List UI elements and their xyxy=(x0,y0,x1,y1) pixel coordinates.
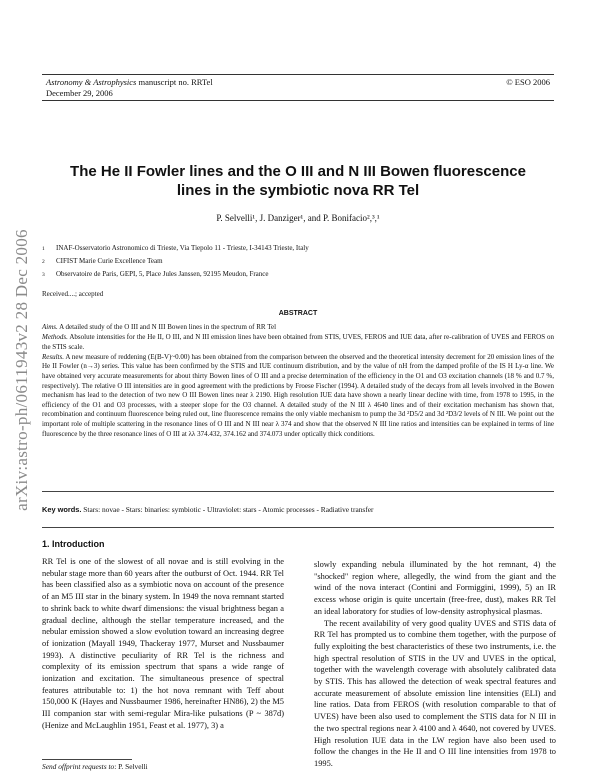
methods-label: Methods. xyxy=(42,333,68,342)
title-line-2: lines in the symbiotic nova RR Tel xyxy=(176,182,420,199)
footnote-rule xyxy=(42,759,132,760)
aims-text: A detailed study of the O III and N III Bowen lines in the spectrum of RR Tel xyxy=(57,323,277,331)
abstract-results xyxy=(42,353,554,439)
journal-name: Astronomy & Astrophysics xyxy=(46,77,137,87)
intro-paragraph-1: RR Tel is one of the slowest of all novae and is still evolving in the nebular stage more than 60 years after the outburst of Oct. 1944. RR Tel has been classified also as a symbiotic nova on account of the presence of an M5 III star in the binary system. In 1949 the nova remnant started to shrink back to white dwarf dimensions: the visual brightness began a gradual decline, although the stellar temperature increased, and the nebular emission showed a slow evolution toward an increasing degree of ionization (Mayall 1949, Thackeray 1977, Murset and Nussbaumer 1993). A distinctive peculiarity of RR Tel is the richness and complexity of its emission spectrum that spans a wide range of ionization and excitation. The simultaneous presence of spectral features attributable to: 1) the hot nova remnant with Teff about 150,000 K (Hayes and Nussbaumer 1986, hereinafter HN86), 2) the M5 III companion star with semi-regular Mira-like pulsations (P ~ 387d) (Henize and McLaughlin 1951, Feast et al. 1977), 3) a xyxy=(42,557,284,730)
divider-bottom xyxy=(42,527,554,528)
keywords-label: Key words. xyxy=(42,505,82,514)
results-label: Results. xyxy=(42,352,64,361)
affiliation-text: CIFIST Marie Curie Excellence Team xyxy=(56,257,163,265)
intro-paragraph-2: The recent availability of very good quality UVES and STIS data of RR Tel has prompted us to combine them together, with the purpose of fully exploiting the best characteristics of these two instruments, i.e. the high spectral resolution of STIS in the UV and UVES in the optical, together with the wavelength coverage with absolutely calibrated data by STIS. This has allowed the detection of weak spectral features and accurate measurement of absolute emission line intensities (ELI) and line ratios. Data from FEROS (with resolution comparable to that of UVES) have been also used to complement the STIS data for N III in the two spectral regions near λ 4100 and λ 4640, not covered by UVES. High resolution IUE data in the LW region have also been used to follow the changes in the He II and O III line intensities from 1978 to 1995. xyxy=(314,618,556,768)
arxiv-identifier: arXiv:astro-ph/0611943v2 28 Dec 2006 xyxy=(12,229,31,511)
arxiv-sidebar xyxy=(2,200,42,540)
affiliation-number: 3 xyxy=(42,272,45,278)
footnote xyxy=(42,762,148,771)
affiliation-item xyxy=(42,255,562,268)
copyright: © ESO 2006 xyxy=(506,77,550,87)
received-line: Received....; accepted xyxy=(42,290,104,298)
manuscript-number: manuscript no. RRTel xyxy=(136,77,213,87)
abstract-body xyxy=(42,323,554,440)
header-date: December 29, 2006 xyxy=(46,88,113,98)
text-column-right xyxy=(314,559,556,770)
affiliations xyxy=(42,242,562,281)
abstract-methods xyxy=(42,333,554,352)
results-text: A new measure of reddening (E(B-V)~0.00) has been obtained from the comparison between the observed and the theoretical intensity decrement for 20 emission lines of the He II Fowler (n→3) series. This value has been confirmed by the STIS and IUE continuum distribution, and by the value of nH from the damped profile of the IS H Ly-α line. We have obtained very accurate measurements for about thirty Bowen lines of O III and a precise determination of the efficiency in the O1 and O3 excitation channels (18 % and 0.7 %, respectively). The relative O III intensities are in good agreement with the predictions by Froese Fischer (1994). A detailed study of the decays from all levels involved in the Bowen mechanism has lead to the detection of two new O III Bowen lines near λ 2190. High resolution IUE data have shown a nearly linear decline with time, from 1978 to 1995, in the efficiency of the O1 and O3 processes, with a steeper slope for the O3 channel. A detailed study of the N III λ 4640 lines and of their excitation mechanism has shown that, recombination and continuum fluorescence being ruled out, line fluorescence remains the only viable mechanism to pump the 3d ²D5/2 and 3d ²D3/2 levels of N III. We point out the important role of multiple scattering in the resonance lines of O III and N III near λ 374 and show that the observed N III line ratios and intensities can be explained in terms of line fluorescence by the three resonance lines of O III at λλ 374.432, 374.162 and 374.073 under optically thick conditions. xyxy=(42,352,554,438)
aims-label: Aims. xyxy=(42,323,58,331)
affiliation-text: Observatoire de Paris, GEPI, 5, Place Jules Janssen, 92195 Meudon, France xyxy=(56,270,269,278)
keywords-text: Stars: novae - Stars: binaries: symbiotic - Ultraviolet: stars - Atomic processes - Radiative transfer xyxy=(81,505,374,514)
divider-top xyxy=(42,491,554,492)
header-left xyxy=(46,77,213,99)
abstract-aims xyxy=(42,323,554,333)
affiliation-text: INAF-Osservatorio Astronomico di Trieste, Via Tiepolo 11 - Trieste, I-34143 Trieste, Italy xyxy=(56,244,309,252)
affiliation-number: 2 xyxy=(42,259,45,265)
text-column-left xyxy=(42,556,284,732)
affiliation-item xyxy=(42,242,562,255)
affiliation-number: 1 xyxy=(42,246,45,252)
author-list: P. Selvelli¹, J. Danziger¹, and P. Bonifacio²,³,¹ xyxy=(216,213,380,223)
abstract-heading: ABSTRACT xyxy=(278,310,318,317)
running-header xyxy=(42,74,554,101)
section-heading: 1. Introduction xyxy=(42,539,105,549)
footnote-label: Send offprint requests to xyxy=(42,762,115,771)
methods-text: Absolute intensities for the He II, O III, and N III emission lines have been obtained from STIS, UVES, FEROS and IUE data, after re-calibration of UVES and FEROS on the STIS scale. xyxy=(42,333,554,351)
keywords xyxy=(42,505,554,514)
intro-paragraph-continued: slowly expanding nebula illuminated by the hot remnant, 4) the "shocked" region where, allegedly, the wind from the giant and the wind of the nova interact (Contini and Formiggini, 1999), 5) an IR excess whose origin is quite uncertain (free-free, dust), makes RR Tel an ideal laboratory for studies of low-density astrophysical plasmas. xyxy=(314,560,556,616)
paper-title xyxy=(42,162,554,200)
title-line-1: The He II Fowler lines and the O III and N III Bowen fluorescence xyxy=(70,163,526,180)
affiliation-item xyxy=(42,268,562,281)
footnote-name: : P. Selvelli xyxy=(114,762,148,771)
